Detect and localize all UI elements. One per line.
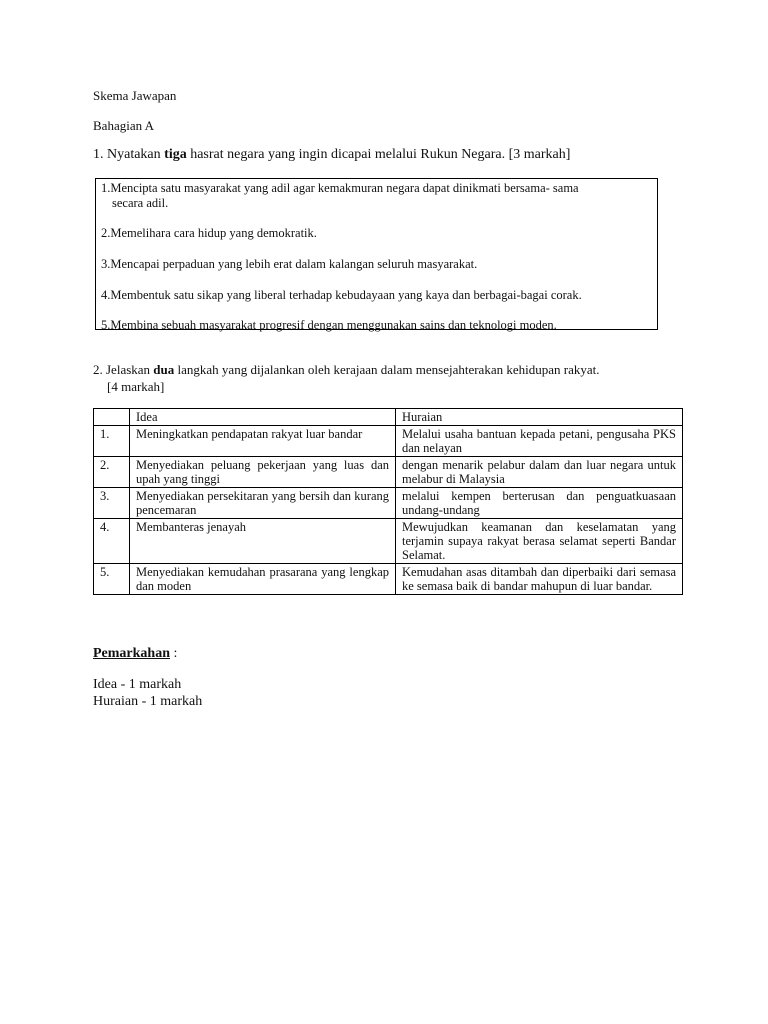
document-title: Skema Jawapan <box>93 88 177 103</box>
question-1-prefix: 1. Nyatakan <box>93 147 165 162</box>
row-huraian: Kemudahan asas ditambah dan diperbaiki dari semasa ke semasa baik di bandar mahupun di luar bandar. <box>396 564 683 595</box>
table-header-idea: Idea <box>130 409 396 426</box>
table-row <box>94 426 683 457</box>
row-idea: Menyediakan persekitaran yang bersih dan kurang pencemaran <box>130 488 396 519</box>
row-number: 4. <box>94 519 130 564</box>
answer-item <box>101 181 651 211</box>
marking-idea: Idea - 1 markah <box>93 677 182 692</box>
answer-item: 4.Membentuk satu sikap yang liberal terhadap kebudayaan yang kaya dan berbagai-bagai corak. <box>101 288 582 302</box>
row-huraian: dengan menarik pelabur dalam dan luar negara untuk melabur di Malaysia <box>396 457 683 488</box>
table-header-row <box>94 409 683 426</box>
answer-item: 2.Memelihara cara hidup yang demokratik. <box>101 226 317 240</box>
table-header-huraian: Huraian <box>396 409 683 426</box>
table-row <box>94 488 683 519</box>
answer-box <box>95 178 658 330</box>
row-huraian: melalui kempen berterusan dan penguatkuasaan undang-undang <box>396 488 683 519</box>
row-idea: Meningkatkan pendapatan rakyat luar bandar <box>130 426 396 457</box>
question-1-suffix: hasrat negara yang ingin dicapai melalui Rukun Negara. [3 markah] <box>186 147 571 162</box>
pemarkahan-heading <box>93 646 177 662</box>
table-row <box>94 519 683 564</box>
row-idea: Menyediakan kemudahan prasarana yang lengkap dan moden <box>130 564 396 595</box>
question-2-suffix: langkah yang dijalankan oleh kerajaan dalam mensejahterakan kehidupan rakyat. <box>174 362 600 377</box>
pemarkahan-label: Pemarkahan <box>93 646 170 661</box>
question-2 <box>93 362 599 378</box>
question-2-marks: [4 markah] <box>107 379 165 394</box>
question-2-prefix: 2. Jelaskan <box>93 362 154 377</box>
row-huraian: Melalui usaha bantuan kepada petani, pengusaha PKS dan nelayan <box>396 426 683 457</box>
table-row <box>94 564 683 595</box>
table-header-no <box>94 409 130 426</box>
row-number: 5. <box>94 564 130 595</box>
answer-item: 3.Mencapai perpaduan yang lebih erat dalam kalangan seluruh masyarakat. <box>101 257 478 271</box>
question-2-bold: dua <box>153 362 175 377</box>
table-row <box>94 457 683 488</box>
row-idea: Menyediakan peluang pekerjaan yang luas dan upah yang tinggi <box>130 457 396 488</box>
marking-huraian: Huraian - 1 markah <box>93 694 203 709</box>
section-heading: Bahagian A <box>93 118 155 133</box>
answer-line-continued: secara adil. <box>112 196 169 210</box>
answer-line: 1.Mencipta satu masyarakat yang adil agar kemakmuran negara dapat dinikmati bersama- sama <box>101 181 579 195</box>
row-number: 1. <box>94 426 130 457</box>
row-idea: Membanteras jenayah <box>130 519 396 564</box>
row-huraian: Mewujudkan keamanan dan keselamatan yang terjamin supaya rakyat berasa selamat seperti Bandar Selamat. <box>396 519 683 564</box>
question-1 <box>93 147 570 163</box>
row-number: 3. <box>94 488 130 519</box>
answer-table <box>93 408 683 595</box>
row-number: 2. <box>94 457 130 488</box>
pemarkahan-colon: : <box>170 646 178 661</box>
answer-item: 5.Membina sebuah masyarakat progresif dengan menggunakan sains dan teknologi moden. <box>101 318 557 332</box>
question-1-bold: tiga <box>164 147 187 162</box>
